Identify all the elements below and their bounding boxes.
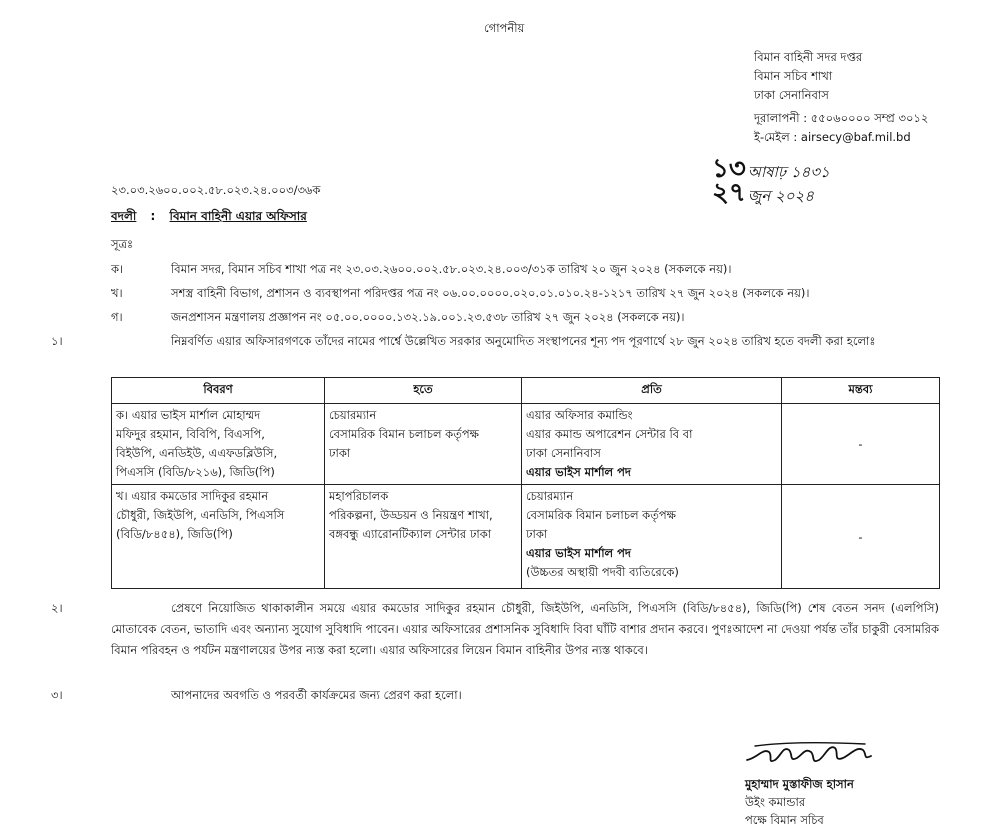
cell-line: খ। এয়ার কমডোর সাদিকুর রহমান <box>116 489 269 503</box>
english-date <box>712 172 814 216</box>
signatory-name: মুহাম্মাদ মুস্তাফীজ হাসান <box>745 777 854 791</box>
column-header-remarks: মন্তব্য <box>782 378 940 404</box>
sender-block <box>754 48 928 147</box>
cell-line-note: (উচ্চতর অস্থায়ী পদবী ব্যতিরেকে) <box>526 565 679 579</box>
paragraph-1-number: ১। <box>51 334 63 348</box>
sender-line-3: ঢাকা সেনানিবাস <box>754 88 829 102</box>
paragraph-1-text: নিম্নবর্ণিত এয়ার অফিসারগণকে তাঁদের নামের পার্শ্বে উল্লেখিত সরকার অনুমোদিত সংস্থাপনের শূন্য পদ পূরণার্থে ২৮ জুন ২০২৪ তারিখ হতে বদলী করা হলোঃ <box>171 334 876 348</box>
cell-line: বেসামরিক বিমান চলাচল কর্তৃপক্ষ <box>329 427 479 441</box>
sender-line-2: বিমান সচিব শাখা <box>754 69 833 83</box>
subject-separator: : <box>150 209 156 223</box>
english-date-rest: জুন ২০২৪ <box>747 187 814 205</box>
subject-label: বদলী <box>111 209 137 223</box>
table-header-row <box>112 378 940 404</box>
sender-email: ই-মেইল : airsecy@baf.mil.bd <box>754 130 911 144</box>
cell-remarks: - <box>782 404 940 485</box>
reference-label: গ। <box>111 310 123 324</box>
classification-label: গোপনীয় <box>484 21 525 35</box>
paragraph-1 <box>51 331 939 352</box>
cell-line: ক। এয়ার ভাইস মার্শাল মোহাম্মদ <box>116 408 261 422</box>
cell-line: ঢাকা <box>526 527 548 541</box>
signatory-rank: উইং কমান্ডার <box>745 795 806 809</box>
cell-line: বঙ্গবন্ধু এ্যারোনটিক্যাল সেন্টার ঢাকা <box>329 527 492 541</box>
cell-line: পিএসসি (বিডি/৮২১৬), জিডি(পি) <box>116 465 275 479</box>
cell-line: মফিদুর রহমান, বিবিপি, বিএসপি, <box>116 427 265 441</box>
table-row <box>112 404 940 485</box>
cell-line: এয়ার কমান্ড অপারেশন সেন্টার বি বা <box>526 427 693 441</box>
column-header-to: প্রতি <box>522 378 782 404</box>
sender-line-1: বিমান বাহিনী সদর দপ্তর <box>754 50 863 64</box>
bangla-date-rest: আষাঢ় ১৪৩১ <box>747 163 830 181</box>
paragraph-3 <box>51 685 939 706</box>
cell-line-post: এয়ার ভাইস মার্শাল পদ <box>526 546 631 560</box>
reference-text: জনপ্রশাসন মন্ত্রণালয় প্রজ্ঞাপন নং ০৫.০০.০০০০.১৩২.১৯.০০১.২৩.৫৩৮ তারিখ ২৭ জুন ২০২৪ (সকলকে নয়)। <box>171 310 685 324</box>
subject-line <box>111 208 307 228</box>
reference-text: সশস্ত্র বাহিনী বিভাগ, প্রশাসন ও ব্যবস্থাপনা পরিদপ্তর পত্র নং ০৬.০০.০০০০.০২০.০১.০১০.২৪-১২১৭ তারিখ ২৭ জুন ২০২৪ (সকলকে নয়)। <box>171 286 810 300</box>
paragraph-2-text: প্রেষণে নিয়োজিত থাকাকালীন সময়ে এয়ার কমডোর সাদিকুর রহমান চৌধুরী, জিইউপি, এনডিসি, পিএসসি (বিডি/৮৪৫৪), জিডি(পি) শেষ বেতন সনদ (এলপিসি) মোতাবেক বেতন, ভাতাদি এবং অন্যান্য সুযোগ সুবিধাদি পাবেন। এয়ার অফিসারের প্রশাসনিক সুবিধাদি বিবা ঘাঁটি বাশার প্রদান করবে। পুণঃআদেশ না দেওয়া পর্যন্ত তাঁর চাকুরী বেসামরিক বিমান পরিবহন ও পর্যটন মন্ত্রণালয়ের উপর ন্যস্ত করা হলো। এয়ার অফিসারের লিয়েন বিমান বাহিনীর উপর ন্যস্ত থাকবে। <box>111 601 939 657</box>
cell-to <box>522 404 782 485</box>
paragraph-3-number: ৩। <box>51 688 63 702</box>
cell-remarks: - <box>782 485 940 589</box>
cell-line: চৌধুরী, জিইউপি, এনডিসি, পিএসসি <box>116 508 285 522</box>
cell-line: চেয়ারম্যান <box>329 408 377 422</box>
cell-line: ঢাকা <box>329 446 351 460</box>
cell-description <box>112 485 325 589</box>
cell-description <box>112 404 325 485</box>
cell-line: পরিকল্পনা, উড্ডয়ন ও নিয়ন্ত্রণ শাখা, <box>329 508 493 522</box>
cell-to <box>522 485 782 589</box>
signature-block <box>745 775 854 829</box>
reference-label: খ। <box>111 286 123 300</box>
sender-phone: দূরালাপনী : ৫৫০৬০০০০ সম্প্র ৩০১২ <box>754 111 929 125</box>
column-header-description: বিবরণ <box>112 378 325 404</box>
bangla-date-day: ১৩ <box>712 154 746 184</box>
transfer-table <box>111 377 940 589</box>
paragraph-2 <box>51 598 939 661</box>
reference-label: ক। <box>111 262 124 276</box>
english-date-day: ২৭ <box>712 178 746 208</box>
memo-number: ২৩.০৩.২৬০০.০০২.৫৮.০২৩.২৪.০০৩/৩৬ক <box>111 183 321 197</box>
cell-from <box>325 485 522 589</box>
table-row <box>112 485 940 589</box>
subject-text: বিমান বাহিনী এয়ার অফিসার <box>169 209 307 223</box>
paragraph-2-number: ২। <box>51 601 63 615</box>
cell-line-post: এয়ার ভাইস মার্শাল পদ <box>526 465 631 479</box>
column-header-from: হতে <box>325 378 522 404</box>
cell-line: মহাপরিচালক <box>329 489 389 503</box>
cell-line: বিইউপি, এনডিইউ, এএফডব্লিউসি, <box>116 446 278 460</box>
signatory-for: পক্ষে বিমান সচিব <box>745 813 824 827</box>
reference-text: বিমান সদর, বিমান সচিব শাখা পত্র নং ২৩.০৩.২৬০০.০০২.৫৮.০২৩.২৪.০০৩/৩১ক তারিখ ২০ জুন ২০২৪ (সকলকে নয়)। <box>171 262 732 276</box>
cell-line: বেসামরিক বিমান চলাচল কর্তৃপক্ষ <box>526 508 676 522</box>
cell-line: ঢাকা সেনানিবাস <box>526 446 601 460</box>
cell-line: (বিডি/৮৪৫৪), জিডি(পি) <box>116 527 233 541</box>
cell-line: এয়ার অফিসার কমান্ডিং <box>526 408 633 422</box>
paragraph-3-text: আপনাদের অবগতি ও পরবর্তী কার্যক্রমের জন্য প্রেরণ করা হলো। <box>171 688 462 702</box>
references-label: সূত্রঃ <box>111 237 134 251</box>
handwritten-signature <box>745 738 875 772</box>
cell-from <box>325 404 522 485</box>
cell-line: চেয়ারম্যান <box>526 489 574 503</box>
